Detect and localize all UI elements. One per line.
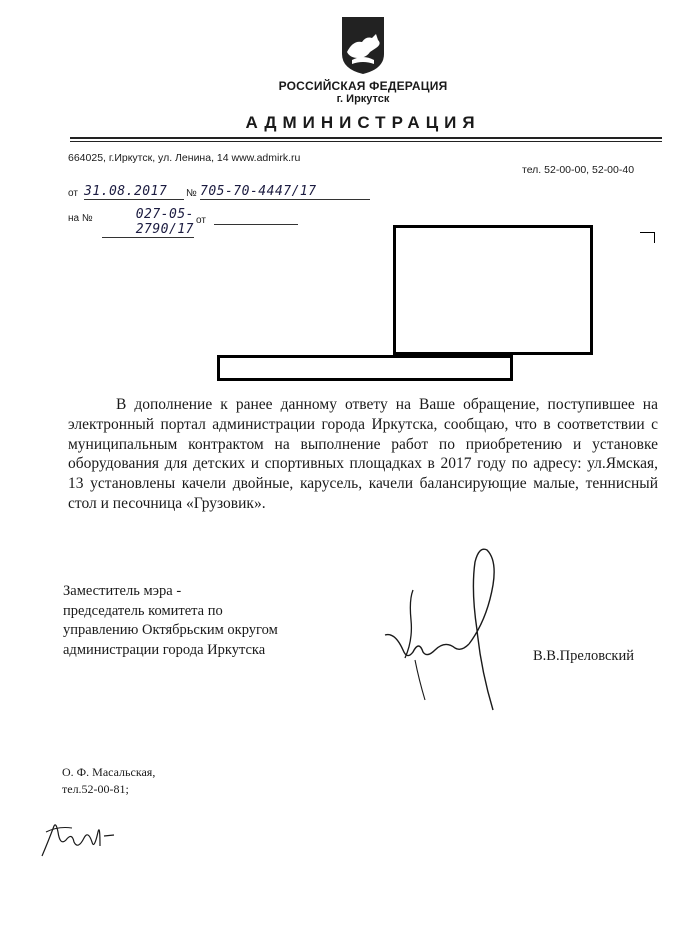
country-name: РОССИЙСКАЯ ФЕДЕРАЦИЯ <box>278 79 448 93</box>
header-rule-thin <box>70 141 662 142</box>
reference-number: 027-05-2790/17 <box>102 207 194 238</box>
position-line: администрации города Иркутска <box>63 641 266 658</box>
outgoing-number: 705-70-4447/17 <box>200 184 370 200</box>
executor-info <box>62 764 155 798</box>
city-name: г. Иркутск <box>336 93 390 105</box>
reference-registration <box>68 206 388 237</box>
number-label: № <box>186 188 197 199</box>
signatory-position <box>63 582 363 660</box>
coat-of-arms-emblem <box>338 14 388 76</box>
organization-phones: тел. 52-00-00, 52-00-40 <box>522 164 635 176</box>
organization-address: 664025, г.Иркутск, ул. Ленина, 14 www.admirk.ru <box>68 152 301 164</box>
letter-body-paragraph: В дополнение к ранее данному ответу на Ваше обращение, поступившее на электронный портал администрации города Иркутска, сообщаю, что в соответствии с муниципальным контрактом на выполнение работ по приобретению и установке оборудования для детских и спортивных площадках в 2017 году по адресу: ул.Ямская, 13 установлены качели двойные, карусель, качели балансирующие малые, теннисный стол и песочница «Грузовик». <box>68 396 658 512</box>
signatory-name: В.В.Преловский <box>533 648 634 664</box>
header-rule-thick <box>70 137 662 139</box>
from-label: от <box>68 188 78 199</box>
reference-date-blank <box>214 208 298 225</box>
reference-number-label: на № <box>68 213 93 224</box>
outgoing-registration <box>68 184 388 204</box>
reference-from-label: от <box>196 215 206 226</box>
executor-name: О. Ф. Масальская, <box>62 765 156 779</box>
executor-phone: тел.52-00-81; <box>62 782 129 796</box>
organization-title: АДМИНИСТРАЦИЯ <box>245 113 481 132</box>
address-field-corner-mark <box>640 232 655 243</box>
outgoing-date: 31.08.2017 <box>84 184 184 200</box>
position-line: председатель комитета по <box>63 602 223 619</box>
handwritten-signature <box>375 540 515 720</box>
recipient-redaction-box <box>393 225 593 355</box>
recipient-address-redaction-box <box>217 355 513 381</box>
position-line: Заместитель мэра - <box>63 583 182 599</box>
handwritten-initials <box>38 812 118 862</box>
position-line: управлению Октябрьским округом <box>63 622 278 638</box>
